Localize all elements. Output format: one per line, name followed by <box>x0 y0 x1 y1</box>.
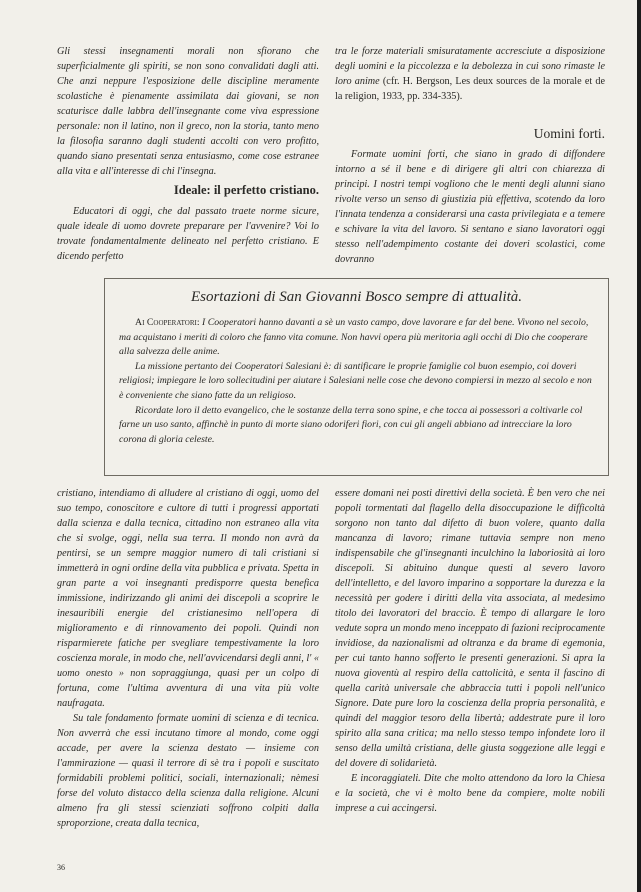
heading-ideale: Ideale: il perfetto cristiano. <box>173 183 319 197</box>
lower-left-paragraph-2: Su tale fondamento formate uomini di scienza e di tecnica. Non avverrà che essi incutano timore al mondo, come oggi accade, per avere la scienza destato — insieme con l'ammirazione — quasi il terrore di sè tra i popoli e suscitato formidabili problemi politici, sociali, internazionali; nèmesi forse del voluto distacco della scienza dalla religione. Alcuni almeno fra gli stessi scienziati soffrono colpiti dalla sproporzione, creata dalla tecnica, <box>57 713 319 829</box>
upper-right-paragraph-1 <box>335 44 605 104</box>
box-paragraph-1-text: I Cooperatori hanno davanti a sè un vasto campo, dove lavorare e far del bene. Vivono nel secolo, ma acquistano i meriti di coloro che fanno vita comune. Non havvi opera più meritoria agli occhi di Dio che cooperare alla salvezza delle anime. <box>119 317 589 358</box>
upper-right-paragraph-2: Formate uomini forti, che siano in grado di diffondere intorno a sé il bene e di dirigere gli altri con chiarezza di principi. I nostri tempi vogliono che le menti degli alunni siano rivolte verso un senso di giustizia più effettiva, scotendo da loro l'innata tendenza a considerarsi una casta privilegiata e a temere e schivare la vita del lavoro. Si sentano e siano lavoratori oggi stesso nell'adempimento costante dei doveri scolastici, come dovranno <box>335 149 605 265</box>
page-number: 36 <box>57 863 65 872</box>
citation: (cfr. H. Bergson, Les deux sources de la morale et de la religion, 1933, pp. 334-335). <box>335 76 605 102</box>
lower-left-column <box>57 486 319 831</box>
box-paragraph-1 <box>119 316 594 360</box>
box-paragraph-2: La missione pertanto dei Cooperatori Salesiani è: di santificare le proprie famiglie col buon esempio, coi doveri religiosi; impiegare le loro sollecitudini per aiutare i Salesiani nelle cose che devono compiersi in mezzo al secolo e non è conveniente che siano fatte da un religioso. <box>119 360 592 401</box>
lower-right-column <box>335 486 605 816</box>
lower-right-paragraph-2: E incoraggiateli. Dite che molto attendono da loro la Chiesa e la società, che vi è molto bene da compiere, molte nobili imprese a cui accingersi. <box>335 773 605 814</box>
upper-left-column <box>57 44 319 264</box>
upper-left-paragraph-1: Gli stessi insegnamenti morali non sfiorano che superficialmente gli spiriti, se non sono convalidati dagli atti. Che anzi neppure l'esposizione delle discipline meramente scolastiche è pienamente assimilata dai giovani, se non scaturisce dalle labbra dell'insegnante come viva espressione personale: non il latino, non il greco, non la storia, tanto meno la filosofia saranno dagli studenti accolti con vero profitto, quando siano presentati senza entusiasmo, come cose estranee alla vita e all'interesse di chi l'insegna. <box>57 46 319 177</box>
lower-right-paragraph-1: essere domani nei posti direttivi della società. È ben vero che nei popoli tormentati dal flagello della disoccupazione le difficoltà sorgono non tanto dal difetto di buon volere, quanto dalla mancanza di lavoro; rimane tuttavia sempre non meno indispensabile che gl'insegnanti inculchino la laboriosità ai loro discepoli. Si abituino dunque questi al severo lavoro dell'intelletto, e del lavoro imparino a sopportare la durezza e la necessità per godere i diritti della vita associata, al medesimo titolo dei lavoratori del braccio. È tempo di allargare le loro vedute sopra un mondo meno inceppato di fazioni reciprocamente invidiose, da nazionalismi ad oltranza e da brame di egemonia, per cui tanto hanno sofferto le presenti generazioni. Si apra la nuova gioventù al respiro della cattolicità, e senta il fascino di quella carità universale che abbraccia tutti i popoli nell'unico Signore. Date pure loro la coscienza della propria personalità, e quindi del maggior tesoro della libertà; addestrate pure il loro spirito alla sana critica; ma nello stesso tempo infondete loro il senso della umiltà cristiana, delle giusta soggezione alle leggi e del dovere di solidarietà. <box>335 488 605 769</box>
heading-uomini-forti: Uomini forti. <box>533 126 605 141</box>
box-title: Esortazioni di San Giovanni Bosco sempre di attualità. <box>190 289 523 305</box>
upper-right-column <box>335 44 605 267</box>
upper-right-italic-text: tra le forze materiali smisuratamente accresciute a disposizione degli uomini e la piccolezza e la debolezza in cui sono rimaste le loro anime <box>335 46 605 87</box>
box-paragraph-3: Ricordate loro il detto evangelico, che le sostanze della terra sono spine, e che tocca ai possessori a coltivarle col farne un uso santo, affinchè in punto di morte siano odoriferi fiori, con cui gli angeli abbiano ad intrecciare la loro corona di gloria celeste. <box>119 404 583 445</box>
upper-left-paragraph-2: Educatori di oggi, che dal passato traete norme sicure, quale ideale di uomo dovrete preparare per l'avvenire? Voi lo trovate fondamentalmente delineato nel perfetto cristiano. E dicendo perfetto <box>57 206 319 262</box>
box-label: Ai Cooperatori: <box>135 317 200 328</box>
page-edge-shadow <box>637 0 641 892</box>
exhortation-box <box>104 278 609 476</box>
lower-left-paragraph-1: cristiano, intendiamo di alludere al cristiano di oggi, uomo del suo tempo, conoscitore e cultore di tutti i progressi apportati dalla scienza e dalla tecnica, cittadino non estraneo alla vita che si svolge, oggi, nella sua terra. Il mondo non avrà da pentirsi, se un sempre maggior numero di tali cristiani si immetterà in ogni ordine della vita pubblica e privata. Spetta in gran parte a voi insegnanti predisporre questa benefica immissione, indirizzando gli animi dei discepoli a scoprire le inesauribili energie del cristianesimo nell'opera di miglioramento e di rinnovamento dei popoli. Quindi non risparmierete fatiche per svegliare tempestivamente la loro coscienza morale, in modo che, nell'avvicendarsi degli anni, l' « uomo onesto » non sopraggiunga, quasi per un colpo di fortuna, come l'ultima avventura di una vita più volte naufragata. <box>57 488 319 709</box>
